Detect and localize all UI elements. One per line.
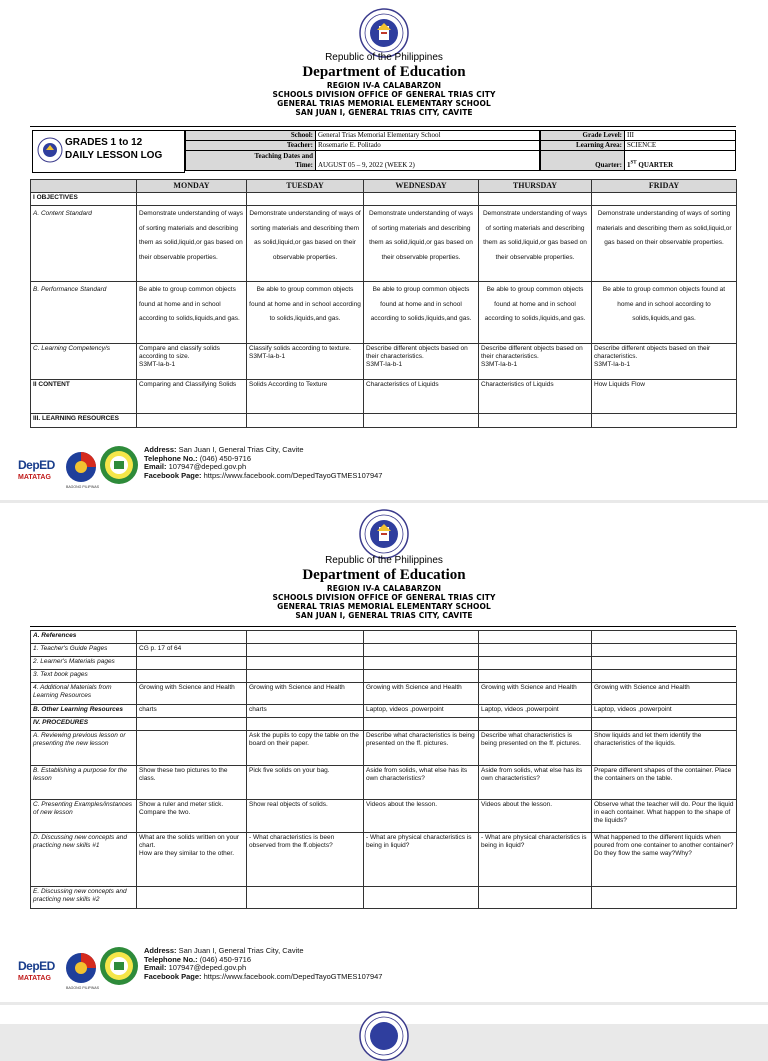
table-cell: Show real objects of solids.	[247, 800, 364, 833]
table-cell: Demonstrate understanding of ways of sorting materials and describing them as solid,liquid,or gas based on their observable properties.	[364, 206, 479, 282]
table-cell: Solids According to Texture	[247, 380, 364, 414]
teacher-label: Teacher:	[186, 141, 316, 151]
row-label: B. Other Learning Resources	[31, 705, 137, 718]
table-row	[31, 206, 737, 282]
table-cell	[247, 887, 364, 909]
deped-logo-text: DepED	[18, 458, 55, 472]
page-1	[0, 0, 768, 500]
table-cell: Be able to group common objects found at home and in school according to solids,liquids,and gas.	[479, 282, 592, 344]
table-cell: Compare and classify solids according to size. S3MT-Ia-b-1	[137, 344, 247, 380]
table-row	[31, 731, 737, 766]
deped-logo-text: DepED	[18, 959, 55, 973]
row-label: IV. PROCEDURES	[31, 718, 137, 731]
row-label: I OBJECTIVES	[31, 193, 137, 206]
page-3	[0, 1005, 768, 1024]
table-row	[31, 414, 737, 428]
table-cell	[364, 657, 479, 670]
table-cell	[479, 670, 592, 683]
day-header: TUESDAY	[247, 180, 364, 193]
row-label: 1. Teacher's Guide Pages	[31, 644, 137, 657]
table-cell: Videos about the lesson.	[364, 800, 479, 833]
table-row	[31, 631, 737, 644]
address-value: San Juan I, General Trias City, Cavite	[176, 946, 304, 955]
deped-matatag-logo	[18, 458, 55, 481]
facebook-value: https://www.facebook.com/DepedTayoGTMES107947	[201, 470, 383, 480]
table-row	[31, 380, 737, 414]
table-cell: Describe what characteristics is being presented on the ff. pictures.	[364, 731, 479, 766]
row-label: D. Discussing new concepts and practicing new skills #1	[31, 833, 137, 887]
table-cell	[592, 644, 737, 657]
row-label: B. Establishing a purpose for the lesson	[31, 766, 137, 800]
table-cell	[364, 718, 479, 731]
table-row	[31, 282, 737, 344]
table-row	[31, 800, 737, 833]
deped-seal-icon	[359, 1011, 409, 1061]
grade-box-line2: DAILY LESSON LOG	[65, 150, 163, 161]
school-logo-icon	[99, 445, 139, 485]
email-value: 107947@deped.gov.ph	[166, 462, 247, 471]
bagong-pilipinas-text: BAGONG PILIPINAS	[66, 485, 100, 489]
table-row	[31, 344, 737, 380]
row-label: A. References	[31, 631, 137, 644]
facebook-value: https://www.facebook.com/DepedTayoGTMES107947	[201, 971, 383, 981]
row-label: III. LEARNING RESOURCES	[31, 414, 137, 428]
contact-block: Address: San Juan I, General Trias City, Cavite Telephone No.: (046) 450-9716 Email: 107947@deped.gov.ph Facebook Page: https://www.facebook.com/DepedTayoGTMES107947	[144, 445, 383, 480]
school-name-text: GENERAL TRIAS MEMORIAL ELEMENTARY SCHOOL	[277, 602, 491, 611]
table-cell	[364, 644, 479, 657]
page-2	[0, 503, 768, 1002]
table-cell: - What characteristics is been observed from the ff.objects?	[247, 833, 364, 887]
table-row	[31, 644, 737, 657]
dates-value: AUGUST 05 – 9, 2022 (WEEK 2)	[316, 151, 540, 171]
phone-value: (046) 450-9716	[197, 954, 251, 964]
letterhead	[0, 52, 768, 117]
table-cell: Ask the pupils to copy the table on the board on their paper.	[247, 731, 364, 766]
matatag-text: MATATAG	[18, 474, 51, 481]
table-row	[31, 887, 737, 909]
info-table-left	[185, 130, 540, 171]
table-cell: What are the solids written on your chart. How are they similar to the other.	[137, 833, 247, 887]
row-label: C. Learning Competency/s	[31, 344, 137, 380]
grade-box	[32, 130, 185, 173]
row-label: 2. Learner's Materials pages	[31, 657, 137, 670]
teacher-value: Rosemarie E. Politado	[316, 141, 540, 151]
table-cell	[592, 887, 737, 909]
division-text: SCHOOLS DIVISION OFFICE OF GENERAL TRIAS CITY	[272, 593, 496, 602]
table-cell: Classify solids according to texture. S3MT-Ia-b-1	[247, 344, 364, 380]
table-cell: Describe different objects based on their characteristics. S3MT-Ia-b-1	[592, 344, 737, 380]
row-label: B. Performance Standard	[31, 282, 137, 344]
table-cell: Growing with Science and Health	[592, 683, 737, 705]
table-cell: Describe different objects based on their characteristics. S3MT-Ia-b-1	[479, 344, 592, 380]
table-cell: Be able to group common objects found at home and in school according to solids,liquids,and gas.	[247, 282, 364, 344]
lesson-table-page2	[30, 630, 737, 909]
table-cell: Aside from solids, what else has its own characteristics?	[364, 766, 479, 800]
table-cell: Videos about the lesson.	[479, 800, 592, 833]
header-rule	[30, 126, 736, 127]
table-cell	[364, 887, 479, 909]
bagong-pilipinas-text: BAGONG PILIPINAS	[66, 986, 100, 990]
day-header: WEDNESDAY	[364, 180, 479, 193]
division-text: SCHOOLS DIVISION OFFICE OF GENERAL TRIAS CITY	[272, 90, 496, 99]
school-address-text: SAN JUAN I, GENERAL TRIAS CITY, CAVITE	[295, 611, 473, 620]
table-cell: Demonstrate understanding of ways of sorting materials and describing them as solid,liquid,or gas based on their observable properties.	[479, 206, 592, 282]
table-cell	[479, 718, 592, 731]
row-label: E. Discussing new concepts and practicing new skills #2	[31, 887, 137, 909]
table-cell	[137, 731, 247, 766]
table-cell: Characteristics of Liquids	[479, 380, 592, 414]
republic-text: Republic of the Philippines	[325, 52, 443, 63]
table-cell	[137, 887, 247, 909]
table-cell	[247, 657, 364, 670]
table-cell	[137, 670, 247, 683]
table-row	[31, 705, 737, 718]
deped-seal-icon	[359, 509, 409, 559]
day-header: FRIDAY	[592, 180, 737, 193]
row-label: 3. Text book pages	[31, 670, 137, 683]
school-name-text: GENERAL TRIAS MEMORIAL ELEMENTARY SCHOOL	[277, 99, 491, 108]
page-footer	[0, 440, 768, 500]
phone-value: (046) 450-9716	[197, 453, 251, 463]
contact-block: Address: San Juan I, General Trias City, Cavite Telephone No.: (046) 450-9716 Email: 107947@deped.gov.ph Facebook Page: https://www.facebook.com/DepedTayoGTMES107947	[144, 946, 383, 981]
row-label: 4. Additional Materials from Learning Resources	[31, 683, 137, 705]
republic-text: Republic of the Philippines	[325, 555, 443, 566]
table-cell	[137, 631, 247, 644]
table-cell	[479, 644, 592, 657]
table-cell	[247, 644, 364, 657]
department-title: Department of Education	[302, 567, 466, 583]
table-cell	[364, 670, 479, 683]
table-row	[31, 193, 737, 206]
table-cell	[592, 718, 737, 731]
day-header: MONDAY	[137, 180, 247, 193]
table-cell: How Liquids Flow	[592, 380, 737, 414]
table-cell: Laptop, videos ,powerpoint	[592, 705, 737, 718]
table-cell: Describe different objects based on their characteristics. S3MT-Ia-b-1	[364, 344, 479, 380]
table-cell	[364, 631, 479, 644]
table-cell: Pick five solids on your bag.	[247, 766, 364, 800]
table-cell: Prepare different shapes of the container. Place the containers on the table.	[592, 766, 737, 800]
table-cell: CG p. 17 of 64	[137, 644, 247, 657]
grade-level-label: Grade Level:	[541, 131, 625, 141]
table-cell: Demonstrate understanding of ways of sorting materials and describing them as solid,liquid,or gas based on their observable properties.	[247, 206, 364, 282]
bagong-pilipinas-logo-icon	[64, 450, 98, 484]
table-cell: Show these two pictures to the class.	[137, 766, 247, 800]
table-cell: Observe what the teacher will do. Pour the liquid in each container. What happen to the shape of the liquids?	[592, 800, 737, 833]
table-cell: charts	[137, 705, 247, 718]
table-cell: Describe what characteristics is being presented on the ff. pictures.	[479, 731, 592, 766]
table-cell: Show liquids and let them identify the characteristics of the liquids.	[592, 731, 737, 766]
table-cell	[592, 670, 737, 683]
learning-area-label: Learning Area:	[541, 141, 625, 151]
quarter-value: 1ST QUARTER	[625, 151, 736, 171]
address-value: San Juan I, General Trias City, Cavite	[176, 445, 304, 454]
table-cell: Growing with Science and Health	[247, 683, 364, 705]
lesson-table-page1	[30, 179, 737, 428]
table-cell	[247, 670, 364, 683]
table-cell: Growing with Science and Health	[137, 683, 247, 705]
table-cell	[592, 631, 737, 644]
dates-label: Teaching Dates and Time:	[186, 151, 316, 171]
region-text: REGION IV-A CALABARZON	[326, 584, 442, 593]
table-cell: Show a ruler and meter stick. Compare the two.	[137, 800, 247, 833]
quarter-label: Quarter:	[541, 151, 625, 171]
info-table-right	[540, 130, 736, 171]
table-cell: What happened to the different liquids when poured from one container to another container? Do they flow the same way?Why?	[592, 833, 737, 887]
table-row	[31, 718, 737, 731]
row-label: A. Content Standard	[31, 206, 137, 282]
table-cell: Characteristics of Liquids	[364, 380, 479, 414]
day-header: THURSDAY	[479, 180, 592, 193]
table-cell: Be able to group common objects found at home and in school according to solids,liquids,and gas.	[137, 282, 247, 344]
table-row	[31, 833, 737, 887]
learning-area-value: SCIENCE	[625, 141, 736, 151]
table-cell	[592, 657, 737, 670]
table-row	[31, 657, 737, 670]
table-cell: - What are physical characteristics is being in liquid?	[364, 833, 479, 887]
school-value: General Trias Memorial Elementary School	[316, 131, 540, 141]
school-address-text: SAN JUAN I, GENERAL TRIAS CITY, CAVITE	[295, 108, 473, 117]
department-title: Department of Education	[302, 64, 466, 80]
table-cell: Laptop, videos ,powerpoint	[364, 705, 479, 718]
table-cell: charts	[247, 705, 364, 718]
table-cell: Growing with Science and Health	[364, 683, 479, 705]
letterhead	[0, 555, 768, 620]
matatag-text: MATATAG	[18, 975, 51, 982]
table-cell	[247, 631, 364, 644]
row-label: II CONTENT	[31, 380, 137, 414]
deped-matatag-logo	[18, 959, 55, 982]
table-cell	[479, 631, 592, 644]
row-label: A. Reviewing previous lesson or presenting the new lesson	[31, 731, 137, 766]
deped-seal-icon	[359, 8, 409, 58]
table-cell: Growing with Science and Health	[479, 683, 592, 705]
table-cell: Demonstrate understanding of ways of sorting materials and describing them as solid,liquid,or gas based on their observable properties.	[137, 206, 247, 282]
table-cell: Laptop, videos ,powerpoint	[479, 705, 592, 718]
page-footer	[0, 941, 768, 1001]
grade-box-line1: GRADES 1 to 12	[65, 137, 143, 148]
school-label: School:	[186, 131, 316, 141]
days-header-row	[31, 180, 737, 193]
table-cell: Aside from solids, what else has its own characteristics?	[479, 766, 592, 800]
grade-level-value: III	[625, 131, 736, 141]
table-cell: Be able to group common objects found at home and in school according to solids,liquids,and gas.	[592, 282, 737, 344]
table-cell: - What are physical characteristics is being in liquid?	[479, 833, 592, 887]
table-row	[31, 683, 737, 705]
table-cell	[479, 887, 592, 909]
table-cell: Comparing and Classifying Solids	[137, 380, 247, 414]
deped-seal-small-icon	[37, 137, 63, 163]
table-row	[31, 766, 737, 800]
bagong-pilipinas-logo-icon	[64, 951, 98, 985]
table-cell	[137, 657, 247, 670]
table-cell: Be able to group common objects found at home and in school according to solids,liquids,and gas.	[364, 282, 479, 344]
row-label: C. Presenting Examples/instances of new lesson	[31, 800, 137, 833]
school-logo-icon	[99, 946, 139, 986]
table-cell	[137, 718, 247, 731]
day-header-blank	[31, 180, 137, 193]
table-cell: Demonstrate understanding of ways of sorting materials and describing them as solid,liquid,or gas based on their observable properties.	[592, 206, 737, 282]
table-cell	[247, 718, 364, 731]
table-row	[31, 670, 737, 683]
table-cell	[479, 657, 592, 670]
header-rule	[30, 626, 736, 627]
region-text: REGION IV-A CALABARZON	[326, 81, 442, 90]
email-value: 107947@deped.gov.ph	[166, 963, 247, 972]
